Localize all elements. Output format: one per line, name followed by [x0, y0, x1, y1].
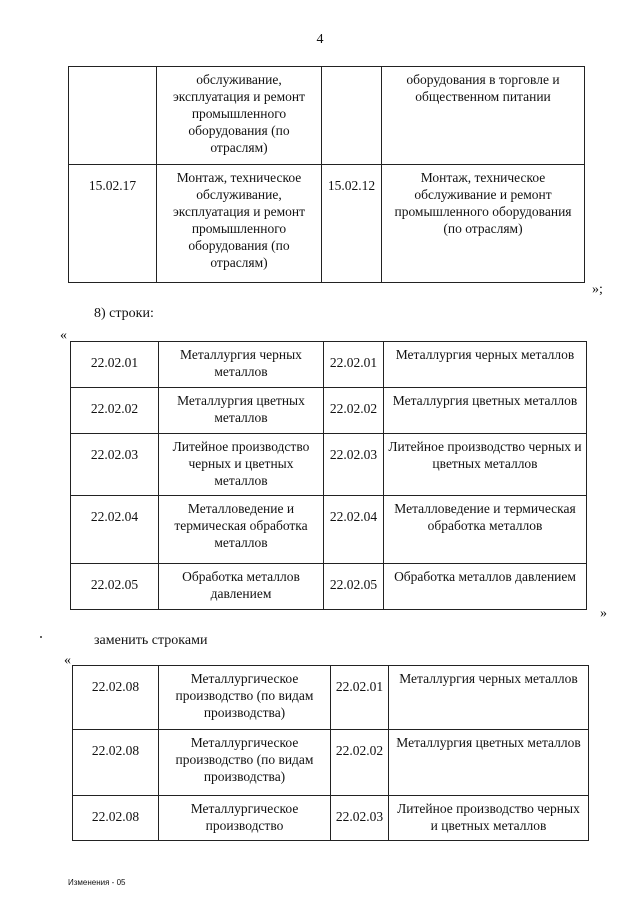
- footer-revision: Изменения - 05: [68, 878, 126, 887]
- new-name-cell: Металлургическое производство (по видам производства): [159, 730, 331, 796]
- old-code-cell: 22.02.01: [324, 342, 384, 388]
- old-name-cell: оборудования в торговле и общественном питании: [382, 67, 585, 165]
- old-code-cell: 22.02.03: [324, 434, 384, 496]
- scan-speck: [40, 636, 42, 638]
- old-name-cell: Литейное производство черных и цветных металлов: [389, 796, 589, 841]
- old-name-cell: Литейное производство черных и цветных металлов: [384, 434, 587, 496]
- old-code-cell: 22.02.02: [331, 730, 389, 796]
- old-name-cell: Металловедение и термическая обработка металлов: [384, 496, 587, 564]
- old-name-cell: Монтаж, техническое обслуживание и ремонт промышленного оборудования (по отраслям): [382, 165, 585, 283]
- table-old-rows: [70, 341, 587, 610]
- new-code-cell: 22.02.05: [71, 564, 159, 610]
- old-code-cell: 22.02.03: [331, 796, 389, 841]
- old-code-cell: 22.02.05: [324, 564, 384, 610]
- new-name-cell: Металлургия цветных металлов: [159, 388, 324, 434]
- old-name-cell: Металлургия цветных металлов: [389, 730, 589, 796]
- old-name-cell: Металлургия черных металлов: [384, 342, 587, 388]
- new-name-cell: Металловедение и термическая обработка металлов: [159, 496, 324, 564]
- new-code-cell: 22.02.08: [73, 666, 159, 730]
- new-name-cell: обслуживание, эксплуатация и ремонт промышленного оборудования (по отраслям): [157, 67, 322, 165]
- table-row: [73, 666, 589, 730]
- new-name-cell: Монтаж, техническое обслуживание, эксплуатация и ремонт промышленного оборудования (по отраслям): [157, 165, 322, 283]
- old-name-cell: Металлургия черных металлов: [389, 666, 589, 730]
- table-row: [71, 342, 587, 388]
- closing-quote: »;: [592, 282, 603, 297]
- new-code-cell: [69, 67, 157, 165]
- new-code-cell: 22.02.02: [71, 388, 159, 434]
- page-number: 4: [316, 32, 324, 47]
- new-code-cell: 22.02.03: [71, 434, 159, 496]
- table-row: [73, 730, 589, 796]
- new-code-cell: 22.02.04: [71, 496, 159, 564]
- new-code-cell: 15.02.17: [69, 165, 157, 283]
- table-row: [69, 67, 585, 165]
- item-8-label: 8) строки:: [94, 306, 154, 321]
- new-code-cell: 22.02.08: [73, 796, 159, 841]
- table-continuation: [68, 66, 585, 283]
- new-name-cell: Металлургическое производство (по видам производства): [159, 666, 331, 730]
- old-name-cell: Металлургия цветных металлов: [384, 388, 587, 434]
- old-code-cell: 22.02.02: [324, 388, 384, 434]
- new-name-cell: Металлургия черных металлов: [159, 342, 324, 388]
- table-row: [69, 165, 585, 283]
- table-row: [71, 434, 587, 496]
- replace-label: заменить строками: [94, 633, 208, 648]
- old-code-cell: 15.02.12: [322, 165, 382, 283]
- old-code-cell: [322, 67, 382, 165]
- new-name-cell: Металлургическое производство: [159, 796, 331, 841]
- opening-quote: «: [64, 653, 71, 668]
- new-name-cell: Обработка металлов давлением: [159, 564, 324, 610]
- old-code-cell: 22.02.01: [331, 666, 389, 730]
- table-new-rows: [72, 665, 589, 841]
- closing-quote: »: [600, 606, 607, 621]
- table-row: [71, 496, 587, 564]
- new-code-cell: 22.02.01: [71, 342, 159, 388]
- table-row: [73, 796, 589, 841]
- table-row: [71, 388, 587, 434]
- table-row: [71, 564, 587, 610]
- new-code-cell: 22.02.08: [73, 730, 159, 796]
- opening-quote: «: [60, 328, 67, 343]
- new-name-cell: Литейное производство черных и цветных металлов: [159, 434, 324, 496]
- old-code-cell: 22.02.04: [324, 496, 384, 564]
- old-name-cell: Обработка металлов давлением: [384, 564, 587, 610]
